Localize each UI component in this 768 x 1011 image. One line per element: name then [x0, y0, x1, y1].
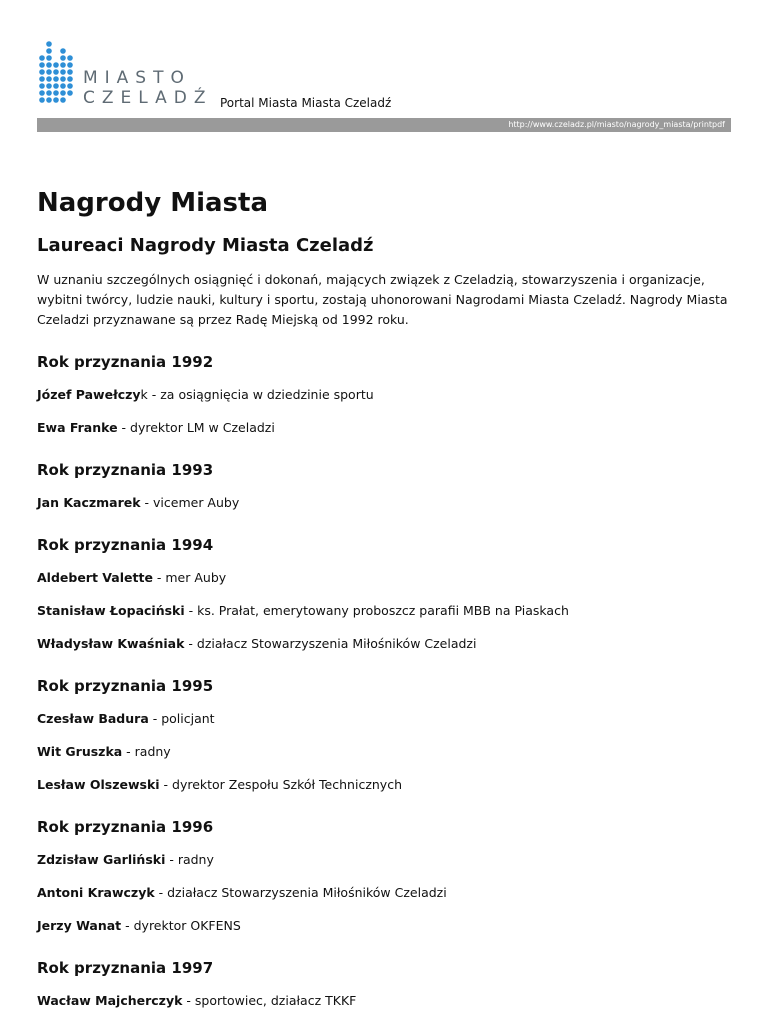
source-url-bar — [37, 118, 731, 132]
laureate-entry — [37, 568, 737, 588]
laureate-entry — [37, 742, 737, 762]
page-subtitle: Laureaci Nagrody Miasta Czeladź — [37, 235, 374, 256]
laureate-description: - policjant — [148, 711, 215, 726]
year-heading: Rok przyznania 1996 — [37, 818, 214, 836]
laureate-name: Wacław Majcherczyk — [37, 993, 183, 1008]
source-url[interactable]: http://www.czeladz.pl/miasto/nagrody_miasta/printpdf — [508, 120, 725, 129]
logo-dot — [53, 90, 59, 96]
city-logo-text — [83, 68, 212, 108]
laureate-entry — [37, 385, 737, 405]
logo-dot — [67, 76, 73, 82]
laureate-entry — [37, 493, 737, 513]
year-heading: Rok przyznania 1995 — [37, 677, 214, 695]
laureate-name: Ewa Franke — [37, 420, 118, 435]
logo-dot — [46, 97, 52, 103]
laureate-entry — [37, 775, 737, 795]
laureate-name: Jerzy Wanat — [37, 918, 122, 933]
logo-dot — [39, 62, 45, 68]
logo-dot — [60, 76, 66, 82]
logo-dot — [60, 83, 66, 89]
laureate-entry — [37, 418, 737, 438]
logo-dot — [39, 76, 45, 82]
main-content — [37, 186, 737, 1011]
logo-dot — [39, 90, 45, 96]
logo-dot — [53, 69, 59, 75]
laureate-entry — [37, 850, 737, 870]
city-logo-icon — [37, 38, 77, 108]
logo-dot — [53, 76, 59, 82]
laureate-entry — [37, 634, 737, 654]
portal-name: Portal Miasta Miasta Czeladź — [220, 96, 392, 110]
logo-dot — [46, 90, 52, 96]
year-heading: Rok przyznania 1997 — [37, 959, 214, 977]
logo-dot — [67, 55, 73, 61]
logo-dot — [67, 69, 73, 75]
logo-dot — [46, 69, 52, 75]
laureate-description: - sportowiec, działacz TKKF — [182, 993, 357, 1008]
laureate-name: Józef Pawełczy — [37, 387, 141, 402]
logo-dot — [46, 48, 52, 54]
page-title: Nagrody Miasta — [37, 188, 268, 218]
laureate-name: Władysław Kwaśniak — [37, 636, 185, 651]
logo-dot — [67, 90, 73, 96]
laureate-name: Antoni Krawczyk — [37, 885, 155, 900]
laureate-description: - radny — [165, 852, 214, 867]
laureate-name: Stanisław Łopaciński — [37, 603, 185, 618]
logo-dot — [67, 83, 73, 89]
laureate-description: - działacz Stowarzyszenia Miłośników Czeladzi — [154, 885, 447, 900]
year-heading: Rok przyznania 1993 — [37, 461, 214, 479]
laureate-name: Czesław Badura — [37, 711, 149, 726]
logo-dot — [46, 55, 52, 61]
logo-line-1: MIASTO — [83, 68, 191, 88]
logo-dot — [60, 55, 66, 61]
logo-dot — [46, 41, 52, 47]
laureate-entry — [37, 991, 737, 1011]
laureate-name: Zdzisław Garliński — [37, 852, 166, 867]
laureate-description: - dyrektor Zespołu Szkół Technicznych — [159, 777, 402, 792]
laureate-name: Jan Kaczmarek — [37, 495, 141, 510]
year-heading: Rok przyznania 1992 — [37, 353, 214, 371]
laureate-description: k - za osiągnięcia w dziedzinie sportu — [140, 387, 374, 402]
logo-dot — [46, 62, 52, 68]
laureate-entry — [37, 601, 737, 621]
logo-dot — [39, 55, 45, 61]
award-years-list — [37, 352, 737, 1011]
laureate-description: - vicemer Auby — [140, 495, 240, 510]
laureate-entry — [37, 916, 737, 936]
laureate-name: Wit Gruszka — [37, 744, 123, 759]
logo-line-2: CZELADŹ — [83, 88, 213, 108]
logo-dot — [60, 69, 66, 75]
logo-dot — [53, 97, 59, 103]
logo-dot — [60, 97, 66, 103]
logo-dot — [39, 69, 45, 75]
logo-dot — [53, 83, 59, 89]
intro-paragraph: W uznaniu szczególnych osiągnięć i dokonań, mających związek z Czeladzią, stowarzyszenia i organizacje, wybitni twórcy, ludzie nauki, kultury i sportu, zostają uhonorowani Nagrodami Miasta Czeladź. Nagrody Miasta Czeladzi przyznawane są przez Radę Miejską od 1992 roku. — [37, 272, 728, 327]
laureate-description: - mer Auby — [152, 570, 227, 585]
logo-dot — [46, 76, 52, 82]
laureate-description: - ks. Prałat, emerytowany proboszcz parafii MBB na Piaskach — [184, 603, 569, 618]
laureate-name: Lesław Olszewski — [37, 777, 160, 792]
laureate-description: - radny — [122, 744, 171, 759]
laureate-name: Aldebert Valette — [37, 570, 153, 585]
logo-dot — [46, 83, 52, 89]
logo-dot — [60, 90, 66, 96]
laureate-description: - działacz Stowarzyszenia Miłośników Czeladzi — [184, 636, 477, 651]
logo-dot — [60, 62, 66, 68]
logo-dot — [60, 48, 66, 54]
logo-dot — [67, 62, 73, 68]
laureate-description: - dyrektor OKFENS — [121, 918, 241, 933]
laureate-entry — [37, 883, 737, 903]
laureate-description: - dyrektor LM w Czeladzi — [117, 420, 275, 435]
year-heading: Rok przyznania 1994 — [37, 536, 214, 554]
logo-dot — [39, 83, 45, 89]
page-header — [37, 38, 731, 132]
logo-dot — [39, 97, 45, 103]
logo-dot — [53, 62, 59, 68]
laureate-entry — [37, 709, 737, 729]
